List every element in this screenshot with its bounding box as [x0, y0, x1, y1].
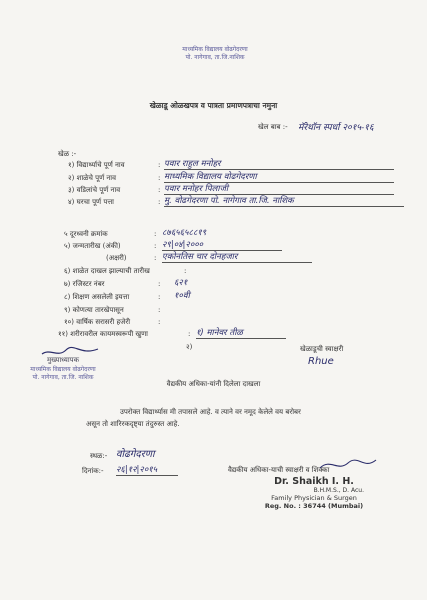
field-value-4: मु. वोढगेदरणा पो. नागेगाव ता.जि. नाशिक	[164, 195, 404, 207]
field-label-1: १) विद्यार्थ्याचे पूर्ण नाव	[68, 161, 125, 169]
field-sep-3: :	[158, 186, 161, 194]
principal-line2: पो. नागेगाव, ता.जि. नाशिक	[32, 374, 94, 381]
field-value-1: पवार राहुल मनोहर	[164, 158, 394, 170]
field-label-3: ३) वडिलांचे पूर्ण नाव	[68, 186, 121, 194]
header-stamp-line1: माध्यमिक विद्यालय वोढगेदरणा	[182, 46, 248, 53]
field-label-9: ७) रजिस्टर नंबर	[64, 280, 105, 288]
event-value: मॅरेथॉन स्पर्धा २०१५-१६	[298, 123, 374, 133]
medical-text-2: असून तो शारिरकदृष्ट्या तंदुरुस्त आहे.	[86, 420, 180, 428]
player-signature: Rhue	[308, 356, 334, 367]
field-sep-2: :	[158, 174, 161, 182]
header-stamp	[150, 45, 280, 61]
doctor-role: Family Physician & Surgen	[271, 494, 357, 502]
field-value-13: १) मानेवर तीळ	[196, 327, 286, 339]
field-label-11: ९) कोणत्या तारखेपासून	[64, 306, 124, 314]
header-stamp-line2: पो. नागेगाव, ता.जि.नाशिक	[185, 54, 245, 61]
field-value-9: ६२१	[174, 278, 188, 288]
field-value-6: २९|०४|२०००	[162, 239, 282, 251]
field-label-12: १०) वार्षिक सरासरी हजेरी	[64, 318, 131, 326]
field-sep-8: :	[184, 267, 187, 275]
field-value-7: एकोनतिस चार दोनहजार	[162, 251, 312, 263]
medical-text-1: उपरोक्त विद्यार्थ्यास मी तपासले आहे. व त्याने वर नमूद केलेले वय बरोबर	[120, 408, 301, 416]
field-value-3: पवार मनोहर पिलाजी	[164, 183, 394, 195]
signature-scribble-icon	[40, 346, 100, 358]
field-value-10: १०वी	[174, 291, 190, 301]
principal-title: मुख्याध्यापक	[46, 356, 79, 364]
principal-stamp	[18, 350, 108, 381]
field-sep-13: :	[188, 330, 191, 338]
doctor-stamp	[254, 476, 374, 510]
field-label-4: ४) घरचा पूर्ण पत्ता	[68, 198, 114, 206]
field-sep-10: :	[158, 293, 161, 301]
date-label: दिनांक:-	[82, 467, 104, 475]
field-label-13: ११) शरीरावरील कायमस्वरूपी खुणा	[58, 330, 148, 338]
field-sep-9: :	[158, 280, 161, 288]
field-label-6: ५) जन्मतारीख (अंकी)	[64, 242, 121, 250]
principal-line1: माध्यमिक विद्यालय वोढगेदरणा	[30, 366, 96, 373]
event-label: खेल बाब :-	[258, 123, 288, 131]
doctor-signature-label: वैद्यकीय अधिका-याची स्वाक्षरी व शिक्का	[228, 466, 330, 474]
field-sep-5: :	[154, 230, 157, 238]
player-signature-label: खेळाडूची स्वाक्षरी	[300, 345, 344, 353]
date-value: २६|१२|२०१५	[116, 464, 178, 476]
field-sep-7: :	[154, 254, 157, 262]
place-label: स्थळ:-	[90, 452, 108, 460]
field-sep-11: :	[158, 306, 161, 314]
field-sep-4: :	[158, 198, 161, 206]
mark-2: २)	[186, 343, 193, 351]
medical-heading: वैद्यकीय अधिका-यांनी दिलेला दाखला	[166, 380, 261, 388]
field-sep-12: :	[158, 318, 161, 326]
doctor-reg: Reg. No. : 36744 (Mumbai)	[264, 502, 364, 510]
doctor-name: Dr. Shaikh I. H.	[274, 476, 354, 487]
field-sep-6: :	[154, 242, 157, 250]
doctor-degree: B.H.M.S., D. Acu.	[313, 487, 364, 494]
field-value-2: माध्यमिक विद्यालय वोढगेदरणा	[164, 171, 394, 183]
field-sep-1: :	[158, 161, 161, 169]
field-label-7: (अक्षरी)	[106, 254, 127, 262]
field-label-8: ६) शाळेत दाखल झाल्याची तारीख	[64, 267, 150, 275]
place-value: वोढगेदरणा	[116, 449, 155, 460]
field-label-10: ८) शिक्षण असलेली इयत्ता	[64, 293, 130, 301]
field-label-2: २) शाळेचे पूर्ण नाव	[68, 174, 117, 182]
field-label-5: ५ दूरध्वनी क्रमांक	[64, 230, 108, 238]
khel-label: खेळ :-	[58, 150, 77, 158]
doctor-signature-scribble-icon	[318, 458, 378, 472]
field-value-5: ८७६५६५८८१९	[162, 228, 207, 238]
document-title: खेळाडू ओळखपत्र व पात्रता प्रमाणपत्राचा नमुना	[149, 101, 278, 110]
